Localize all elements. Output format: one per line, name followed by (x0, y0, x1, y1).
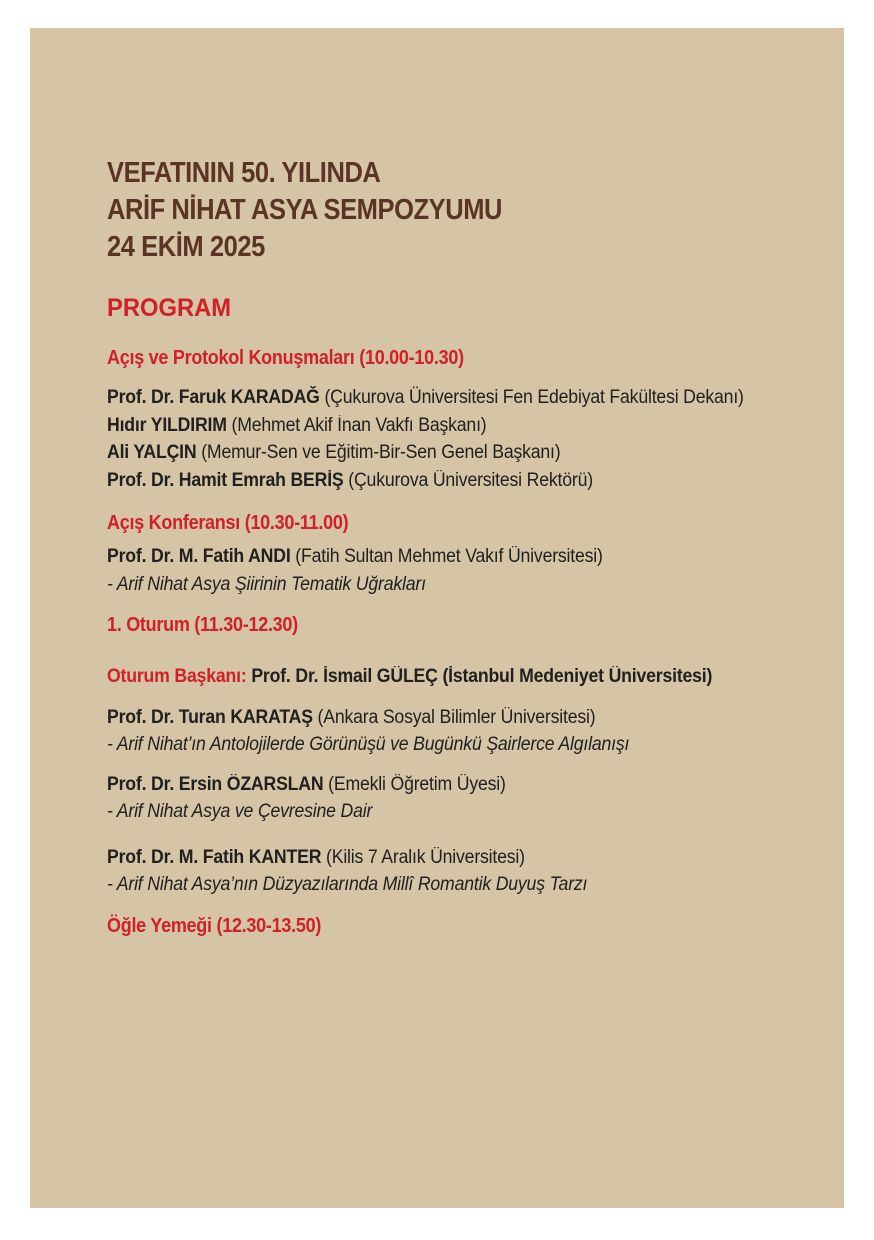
speaker-row (107, 412, 744, 440)
speaker-affiliation: (Memur-Sen ve Eğitim-Bir-Sen Genel Başkanı) (201, 442, 561, 463)
opening-conference-entry (107, 543, 792, 598)
speaker-name: Prof. Dr. Hamit Emrah BERİŞ (107, 469, 344, 491)
speaker-name: Hıdır YILDIRIM (107, 414, 227, 436)
program-content (107, 155, 792, 939)
paper-title: - Arif Nihat Asya Şiirinin Tematik Uğrakları (107, 573, 426, 595)
program-panel (30, 28, 844, 1208)
speaker-affiliation: (Çukurova Üniversitesi Rektörü) (348, 469, 593, 491)
speaker-name: Prof. Dr. M. Fatih ANDI (107, 546, 291, 567)
section-header-session-1: 1. Oturum (11.30-12.30) (107, 614, 298, 636)
presentation-entry (107, 771, 792, 826)
paper-title: - Arif Nihat Asya ve Çevresine Dair (107, 801, 373, 822)
paper-title: - Arif Nihat’ın Antolojilerde Görünüşü ve Bugünkü Şairlerce Algılanışı (107, 734, 630, 755)
speaker-row (107, 439, 744, 467)
session-chair-row (107, 663, 744, 691)
speaker-row (107, 844, 744, 872)
title-line-1: VEFATININ 50. YILINDA (107, 157, 381, 189)
session-chair-name: Prof. Dr. İsmail GÜLEÇ (İstanbul Medeniyet Üniversitesi) (251, 666, 713, 687)
speaker-row (107, 771, 744, 799)
presentation-entry (107, 844, 792, 899)
speaker-name: Prof. Dr. Faruk KARADAĞ (107, 387, 320, 408)
speaker-affiliation: (Çukurova Üniversitesi Fen Edebiyat Fakültesi Dekanı) (324, 387, 744, 408)
paper-title: - Arif Nihat Asya’nın Düzyazılarında Millî Romantik Duyuş Tarzı (107, 874, 588, 895)
speaker-affiliation: (Fatih Sultan Mehmet Vakıf Üniversitesi) (295, 546, 603, 567)
speaker-name: Prof. Dr. Ersin ÖZARSLAN (107, 773, 324, 795)
presentation-entry (107, 704, 792, 759)
title-line-2: ARİF NİHAT ASYA SEMPOZYUMU (107, 194, 503, 226)
section-header-opening-speeches: Açış ve Protokol Konuşmaları (10.00-10.30) (107, 347, 464, 369)
speaker-affiliation: (Ankara Sosyal Bilimler Üniversitesi) (317, 706, 596, 728)
title-line-3: 24 EKİM 2025 (107, 231, 265, 263)
section-header-opening-conference: Açış Konferansı (10.30-11.00) (107, 512, 349, 534)
speaker-affiliation: (Emekli Öğretim Üyesi) (328, 773, 506, 795)
speaker-affiliation: (Kilis 7 Aralık Üniversitesi) (326, 846, 525, 868)
page-title (107, 155, 710, 266)
speaker-name: Prof. Dr. Turan KARATAŞ (107, 706, 313, 728)
speaker-row (107, 384, 744, 412)
speaker-name: Ali YALÇIN (107, 442, 197, 463)
speaker-row (107, 467, 744, 495)
speaker-affiliation: (Mehmet Akif İnan Vakfı Başkanı) (231, 414, 487, 436)
opening-speakers-list (107, 384, 792, 494)
speaker-row (107, 704, 744, 732)
section-header-lunch: Öğle Yemeği (12.30-13.50) (107, 914, 322, 937)
speaker-row (107, 543, 744, 571)
speaker-name: Prof. Dr. M. Fatih KANTER (107, 846, 322, 868)
program-heading: PROGRAM (107, 294, 232, 322)
session-chair-label: Oturum Başkanı: (107, 666, 247, 687)
